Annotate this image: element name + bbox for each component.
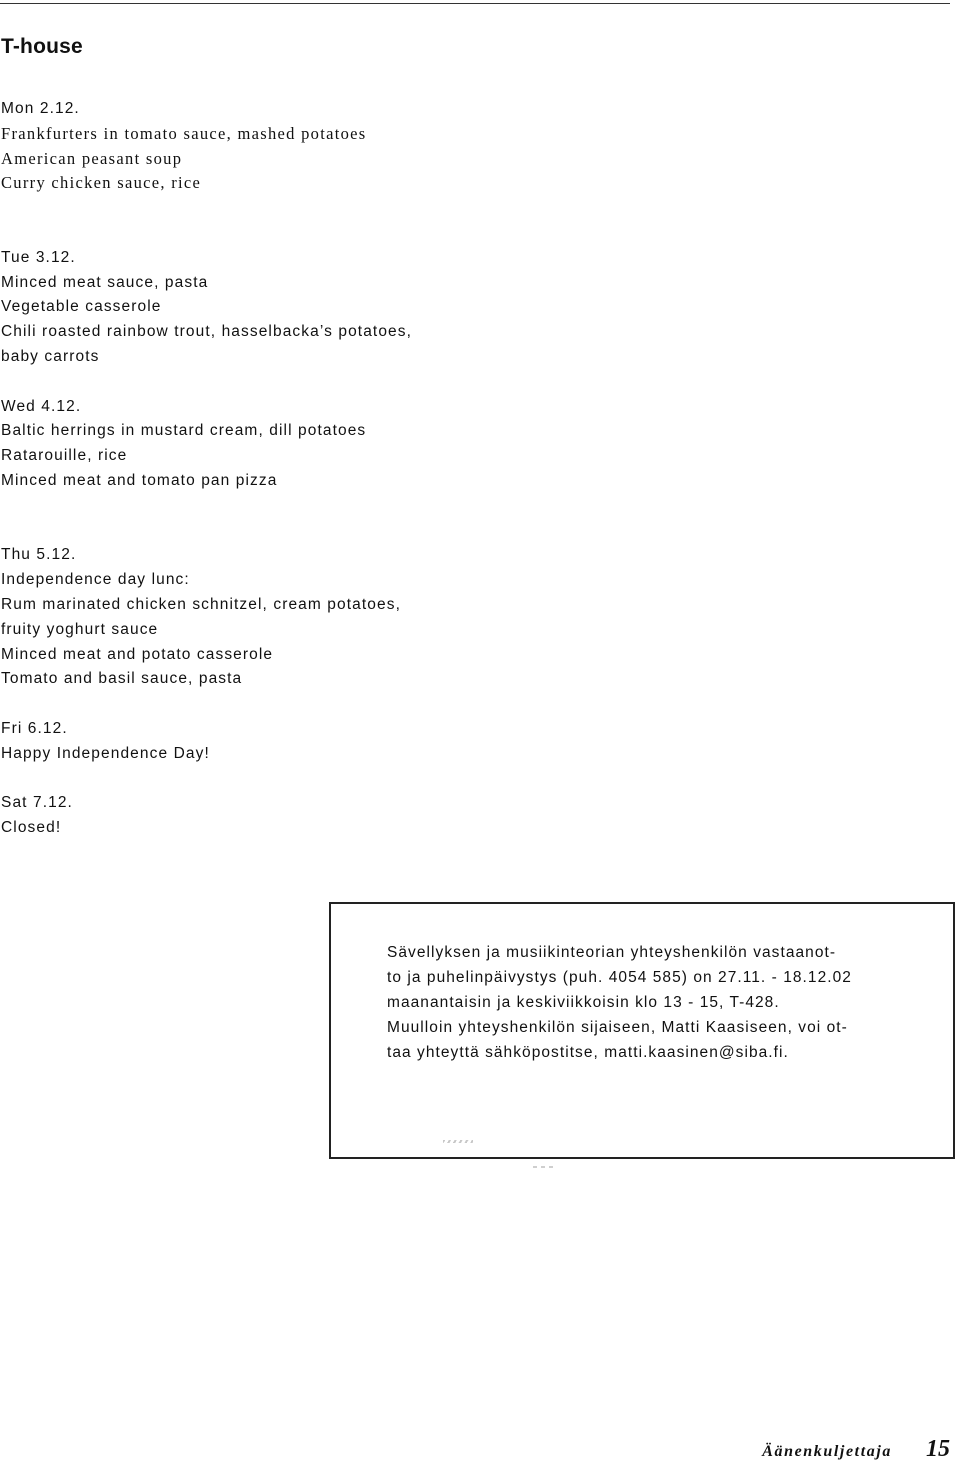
publication-name: Äänenkuljettaja [762,1443,892,1460]
weekly-menu [1,97,701,841]
menu-day-monday [1,97,701,196]
scan-smudge [443,1140,473,1143]
menu-item: Closed! [1,819,62,837]
notice-box [329,902,955,1159]
menu-item: Rum marinated chicken schnitzel, cream potatoes, [1,595,401,613]
menu-item: Vegetable casserole [1,298,162,316]
page-number: 15 [926,1436,950,1462]
top-rule [0,3,950,4]
menu-item: American peasant soup [1,148,183,168]
menu-day-wednesday [1,395,701,494]
menu-day-tuesday [1,246,701,370]
spacer [1,692,701,717]
menu-item: Minced meat sauce, pasta [1,273,209,291]
menu-item: Minced meat and tomato pan pizza [1,471,278,489]
menu-item: Chili roasted rainbow trout, hasselbacka’s potatoes, [1,323,413,341]
spacer [1,221,701,246]
menu-item: Curry chicken sauce, rice [1,173,202,193]
notice-line: Sävellyksen ja musiikinteorian yhteyshenkilön vastaanot- [387,944,837,961]
notice-text [387,940,907,1065]
day-heading: Tue 3.12. [1,248,76,266]
menu-item: Minced meat and potato casserole [1,645,274,663]
notice-line: Muulloin yhteyshenkilön sijaiseen, Matti Kaasiseen, voi ot- [387,1019,848,1036]
menu-item: Baltic herrings in mustard cream, dill potatoes [1,422,367,440]
day-heading: Wed 4.12. [1,397,82,415]
notice-line: to ja puhelinpäivystys (puh. 4054 585) on 27.11. - 18.12.02 [387,969,852,986]
day-heading: Fri 6.12. [1,719,68,737]
notice-line: taa yhteyttä sähköpostitse, matti.kaasinen@siba.fi. [387,1044,789,1061]
spacer [1,370,701,395]
menu-item: Ratarouille, rice [1,447,128,465]
spacer [1,519,701,544]
day-heading: Sat 7.12. [1,794,73,812]
menu-day-thursday [1,543,701,692]
scan-smudge [533,1166,555,1168]
menu-item: Happy Independence Day! [1,744,210,762]
menu-item: Tomato and basil sauce, pasta [1,670,243,688]
menu-item: Independence day lunc: [1,571,190,589]
day-heading: Thu 5.12. [1,546,77,564]
menu-day-saturday [1,791,701,841]
menu-item: fruity yoghurt sauce [1,620,159,638]
spacer [1,767,701,792]
menu-item: baby carrots [1,347,100,365]
notice-line: maanantaisin ja keskiviikkoisin klo 13 - 15, T-428. [387,994,780,1011]
day-heading: Mon 2.12. [1,100,80,117]
menu-day-friday [1,717,701,767]
spacer [1,494,701,519]
spacer [1,196,701,221]
page-title: T-house [1,35,83,58]
menu-item: Frankfurters in tomato sauce, mashed potatoes [1,123,367,143]
page-footer [762,1436,950,1463]
